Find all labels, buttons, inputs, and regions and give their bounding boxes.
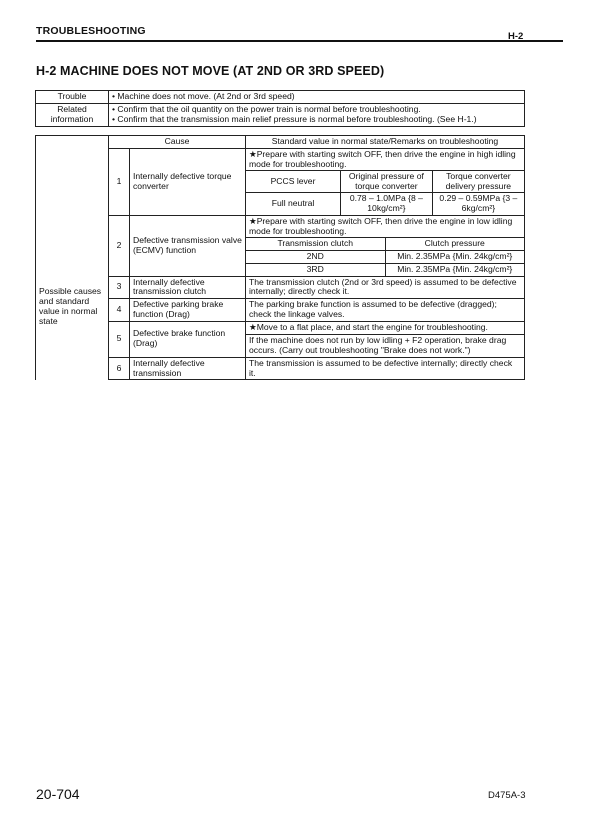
remark-line: ★Move to a flat place, and start the engine for troubleshooting. <box>246 322 524 335</box>
sub-header: Clutch pressure <box>385 237 524 250</box>
clutch-subtable <box>246 237 524 276</box>
cause-number: 3 <box>109 276 130 299</box>
remark-cell <box>246 322 525 358</box>
related-info-list <box>109 103 525 126</box>
sub-cell: 3RD <box>246 263 385 275</box>
possible-causes-label: Possible causes and standard value in normal state <box>36 136 109 380</box>
pressure-subtable <box>246 170 524 216</box>
trouble-label: Trouble <box>36 91 109 104</box>
section-header: TROUBLESHOOTING <box>36 25 146 37</box>
cause-text: Defective transmission valve (ECMV) function <box>130 216 246 276</box>
model-code: D475A-3 <box>488 790 526 801</box>
sub-header: Torque converter delivery pressure <box>432 170 524 193</box>
page-number: 20-704 <box>36 786 80 802</box>
remark-cell: The transmission clutch (2nd or 3rd speed) is assumed to be defective internally; directly check it. <box>246 276 525 299</box>
cause-number: 2 <box>109 216 130 276</box>
sub-cell: Min. 2.35MPa {Min. 24kg/cm²} <box>385 250 524 263</box>
remark-line: If the machine does not run by low idling + F2 operation, brake drag occurs. (Carry out troubleshooting "Brake does not work.") <box>249 334 507 355</box>
standard-cell <box>246 216 525 276</box>
sub-header: PCCS lever <box>246 170 341 193</box>
cause-text: Defective parking brake function (Drag) <box>130 299 246 322</box>
remark-cell: The parking brake function is assumed to be defective (dragged); check the linkage valves. <box>246 299 525 322</box>
prep-note: ★Prepare with starting switch OFF, then drive the engine in low idling mode for troubleshooting. <box>249 216 513 236</box>
sub-cell: 0.78 – 1.0MPa {8 – 10kg/cm²} <box>341 193 433 215</box>
sub-header: Original pressure of torque converter <box>341 170 433 193</box>
trouble-value: • Machine does not move. (At 2nd or 3rd speed) <box>109 91 525 104</box>
cause-text: Internally defective transmission clutch <box>130 276 246 299</box>
prep-note: ★Prepare with starting switch OFF, then drive the engine in high idling mode for troubleshooting. <box>249 148 516 169</box>
cause-number: 1 <box>109 148 130 215</box>
causes-table <box>35 135 525 380</box>
cause-text: Internally defective transmission <box>130 357 246 380</box>
cause-text: Internally defective torque converter <box>130 148 246 215</box>
cause-number: 6 <box>109 357 130 380</box>
cause-number: 4 <box>109 299 130 322</box>
cause-number: 5 <box>109 322 130 358</box>
trouble-table <box>35 90 525 127</box>
header-rule <box>36 40 563 42</box>
remark-cell: The transmission is assumed to be defective internally; directly check it. <box>246 357 525 380</box>
sub-cell: 2ND <box>246 250 385 263</box>
standard-cell <box>246 148 525 215</box>
sub-cell: Full neutral <box>246 193 341 215</box>
related-info-item: • Confirm that the oil quantity on the power train is normal before troubleshooting. <box>112 103 421 114</box>
related-info-item: • Confirm that the transmission main relief pressure is normal before troubleshooting. (See H-1.) <box>112 113 477 124</box>
page-title: H-2 MACHINE DOES NOT MOVE (AT 2ND OR 3RD SPEED) <box>36 64 385 78</box>
sub-cell: Min. 2.35MPa {Min. 24kg/cm²} <box>385 263 524 275</box>
sub-cell: 0.29 – 0.59MPa {3 – 6kg/cm²} <box>432 193 524 215</box>
section-code: H-2 <box>508 31 524 42</box>
sub-header: Transmission clutch <box>246 237 385 250</box>
cause-text: Defective brake function (Drag) <box>130 322 246 358</box>
col-header-standard: Standard value in normal state/Remarks on troubleshooting <box>246 136 525 149</box>
col-header-cause: Cause <box>109 136 246 149</box>
related-info-label: Related information <box>36 103 109 126</box>
